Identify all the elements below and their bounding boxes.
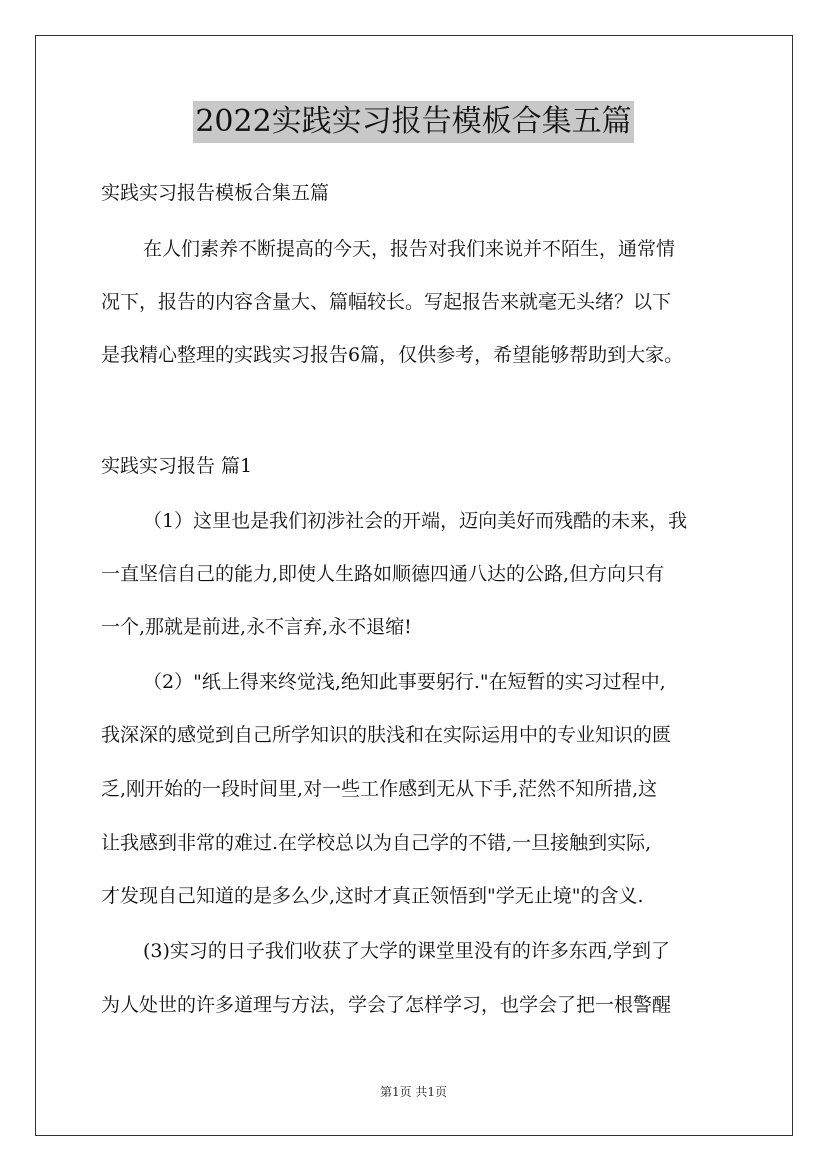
paragraph-line: 一直坚信自己的能力,即使人生路如顺德四通八达的公路,但方向只有	[101, 563, 665, 585]
paragraph-line: 况下，报告的内容含量大、篇幅较长。写起报告来就毫无头绪？以下	[101, 291, 672, 313]
title-container	[0, 101, 827, 143]
paragraph-line: 让我感到非常的难过.在学校总以为自己学的不错,一旦接触到实际,	[101, 832, 652, 854]
paragraph-line: （1）这里也是我们初涉社会的开端，迈向美好而残酷的未来，我	[143, 510, 688, 532]
paragraph-line: 我深深的感觉到自己所学知识的肤浅和在实际运用中的专业知识的匮	[101, 724, 672, 746]
section-heading: 实践实习报告 篇1	[101, 455, 253, 477]
paragraph-line: （2）"纸上得来终觉浅,绝知此事要躬行."在短暂的实习过程中,	[143, 671, 666, 693]
document-title: 2022实践实习报告模板合集五篇	[193, 101, 633, 143]
paragraph-line: (3)实习的日子我们收获了大学的课堂里没有的许多东西,学到了	[143, 940, 670, 962]
paragraph-line: 一个,那就是前进,永不言弃,永不退缩!	[101, 616, 412, 638]
paragraph-line: 乏,刚开始的一段时间里,对一些工作感到无从下手,茫然不知所措,这	[101, 778, 658, 800]
page-number: 第1页 共1页	[379, 1085, 448, 1099]
subtitle-line: 实践实习报告模板合集五篇	[101, 182, 330, 204]
paragraph-line: 在人们素养不断提高的今天，报告对我们来说并不陌生，通常情	[143, 238, 676, 260]
paragraph-line: 才发现自己知道的是多么少,这时才真正领悟到"学无止境"的含义.	[101, 885, 644, 907]
paragraph-line: 为人处世的许多道理与方法，学会了怎样学习，也学会了把一根警醒	[101, 994, 672, 1016]
paragraph-line: 是我精心整理的实践实习报告6篇，仅供参考，希望能够帮助到大家。	[101, 344, 684, 366]
